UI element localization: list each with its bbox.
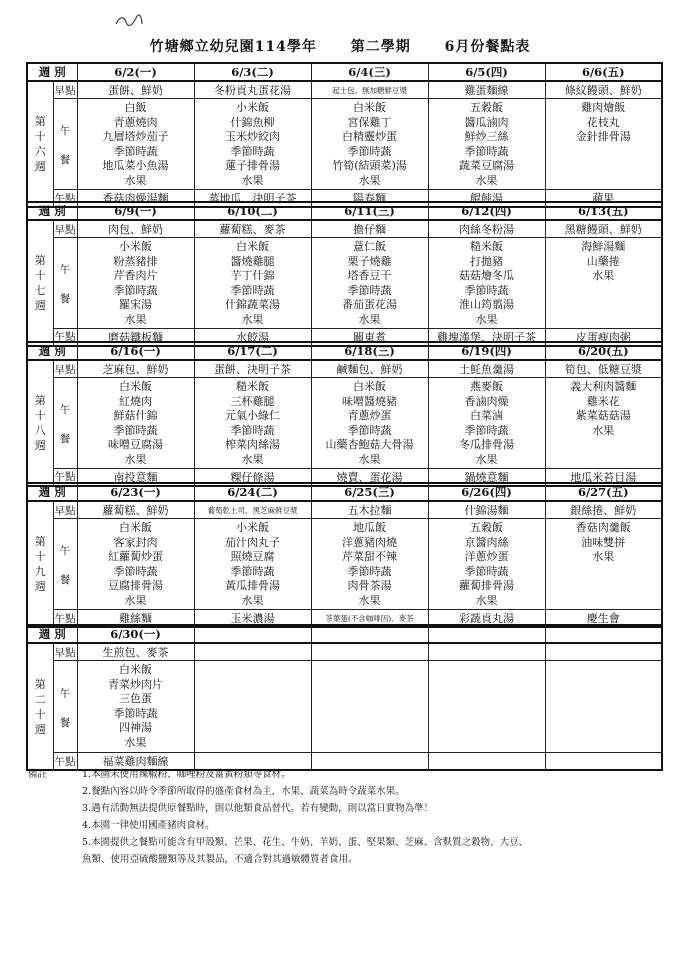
week-name-char: 九 xyxy=(34,565,46,578)
breakfast-label: 早點 xyxy=(53,643,77,661)
week-label: 週 別 xyxy=(27,202,77,220)
lunch-item: 義大利肉醬麵 xyxy=(570,380,637,393)
afternoon-cell: 地瓜米苔目湯 xyxy=(545,468,662,486)
lunch-cell xyxy=(194,99,311,190)
lunch-item: 蔬菜豆腐湯 xyxy=(459,159,515,173)
breakfast-cell: 肉絲冬粉湯 xyxy=(428,220,545,238)
breakfast-cell: 條紋饅頭、鮮奶 xyxy=(545,81,662,99)
lunch-item: 宮保雞丁 xyxy=(347,115,392,129)
lunch-cell xyxy=(311,378,428,469)
lunch-item: 季節時蔬 xyxy=(464,144,509,158)
lunch-item: 地瓜飯 xyxy=(353,521,387,534)
afternoon-cell: 皮蛋瘦肉粥 xyxy=(545,328,662,346)
week-name xyxy=(27,220,53,346)
lunch-item: 豆腐排骨湯 xyxy=(108,579,164,593)
lunch-item: 水果 xyxy=(241,312,264,326)
lunch-item: 季節時蔬 xyxy=(113,706,158,720)
lunch-item: 白菜滷 xyxy=(470,409,504,423)
week-name-char: 二 xyxy=(34,692,46,706)
lunch-cell xyxy=(428,519,545,610)
lunch-cell xyxy=(545,661,662,753)
lunch-label-char: 餐 xyxy=(59,432,71,445)
lunch-label xyxy=(53,378,77,469)
day-date: 6/5(四) xyxy=(428,63,545,81)
lunch-item: 京醬肉絲 xyxy=(464,535,509,549)
day-date: 6/17(二) xyxy=(194,342,311,360)
lunch-item: 糙米飯 xyxy=(470,240,504,253)
lunch-item: 小米飯 xyxy=(236,101,270,114)
breakfast-cell: 鹹麵包、鮮奶 xyxy=(311,360,428,378)
semester-label: 第二學期 xyxy=(350,39,411,55)
day-date: 6/9(一) xyxy=(77,202,194,220)
note-item: 5.本園提供之餐點可能含有甲殼類、芒果、花生、牛奶、羊奶、蛋、堅果類、芝麻、含麩質之穀物、大豆、 xyxy=(82,837,529,848)
lunch-item: 照燒豆腐 xyxy=(230,550,275,564)
lunch-cell xyxy=(428,238,545,329)
lunch-cell xyxy=(545,238,662,329)
afternoon-cell: 磨菇鐵板麵 xyxy=(77,328,194,346)
breakfast-cell: 蘿蔔糕、鮮奶 xyxy=(77,501,194,519)
notes-label: 備註 xyxy=(28,769,48,780)
week-name-char: 八 xyxy=(34,423,46,437)
day-date: 6/26(四) xyxy=(428,483,545,501)
lunch-cell xyxy=(77,99,194,190)
lunch-item: 青蔥燒肉 xyxy=(113,115,158,129)
lunch-cell xyxy=(545,99,662,190)
lunch-item: 水果 xyxy=(592,269,615,283)
lunch-item: 元氣小綠仁 xyxy=(225,409,281,423)
week-name xyxy=(27,643,53,770)
breakfast-cell: 蛋餅、決明子茶 xyxy=(194,360,311,378)
lunch-item: 山藥捲 xyxy=(586,254,620,268)
lunch-item: 季節時蔬 xyxy=(113,423,158,437)
lunch-item: 季節時蔬 xyxy=(230,283,275,297)
lunch-cell xyxy=(77,238,194,329)
lunch-item: 水果 xyxy=(358,593,381,607)
lunch-item: 水果 xyxy=(358,173,381,187)
lunch-cell xyxy=(311,661,428,753)
lunch-item: 季節時蔬 xyxy=(347,564,392,578)
afternoon-label: 午點 xyxy=(53,610,77,628)
breakfast-cell: 黑糖饅頭、鮮奶 xyxy=(545,220,662,238)
lunch-item: 海鮮湯麵 xyxy=(581,240,626,253)
lunch-item: 季節時蔬 xyxy=(464,423,509,437)
lunch-item: 冬瓜排骨湯 xyxy=(459,438,515,452)
lunch-item: 三色蛋 xyxy=(119,692,153,706)
lunch-label-char: 午 xyxy=(59,403,71,416)
day-date: 6/4(三) xyxy=(311,63,428,81)
lunch-cell xyxy=(545,378,662,469)
note-item: 魚類、使用亞硫酸鹽類等及其製品，不適合對其過敏體質者食用。 xyxy=(82,854,358,865)
lunch-item: 鮮炒三絲 xyxy=(464,130,509,144)
lunch-item: 季節時蔬 xyxy=(464,283,509,297)
afternoon-label: 午點 xyxy=(53,190,77,208)
week-name-char: 十 xyxy=(34,408,46,422)
lunch-label-char: 餐 xyxy=(59,292,71,305)
afternoon-cell: 蒸地瓜、決明子茶 xyxy=(194,190,311,208)
lunch-item: 芹菜甜不辣 xyxy=(342,550,398,564)
note-item: 1.本園未使用辣椒粉、咖哩粉及薑黃粉類等食材。 xyxy=(82,769,291,780)
day-date: 6/27(五) xyxy=(545,483,662,501)
lunch-label xyxy=(53,519,77,610)
lunch-item: 菇菇燴冬瓜 xyxy=(459,269,515,283)
lunch-item: 水果 xyxy=(124,312,147,326)
lunch-item: 榨菜肉絲湯 xyxy=(225,438,281,452)
lunch-item: 九層塔炒茄子 xyxy=(102,130,169,144)
breakfast-label: 早點 xyxy=(53,360,77,378)
week-name-char: 十 xyxy=(34,130,46,143)
lunch-item: 青菜炒肉片 xyxy=(108,677,164,691)
lunch-item: 玉米炒絞肉 xyxy=(225,130,281,144)
lunch-item: 白米飯 xyxy=(119,521,153,534)
lunch-item: 鮮菇什錦 xyxy=(113,409,158,423)
week-name-char: 第 xyxy=(34,677,46,691)
lunch-item: 季節時蔬 xyxy=(464,564,509,578)
day-date: 6/12(四) xyxy=(428,202,545,220)
afternoon-cell: 茶葉蛋(不含咖啡因)、麥茶 xyxy=(311,610,428,628)
lunch-cell xyxy=(194,378,311,469)
lunch-item: 雞肉燴飯 xyxy=(581,101,626,114)
lunch-item: 小米飯 xyxy=(236,521,270,534)
notes-list xyxy=(82,766,672,868)
week-name-char: 七 xyxy=(34,283,46,297)
week-name-char: 第 xyxy=(34,115,46,128)
lunch-item: 白米飯 xyxy=(236,240,270,253)
breakfast-cell: 生煎包、麥茶 xyxy=(77,643,194,661)
pen-scribble-mark xyxy=(114,14,144,28)
lunch-item: 水果 xyxy=(241,452,264,466)
afternoon-cell: 玉米濃湯 xyxy=(194,610,311,628)
lunch-item: 白飯 xyxy=(124,101,147,114)
lunch-item: 洋蔥炒蛋 xyxy=(464,550,509,564)
day-date: 6/18(三) xyxy=(311,342,428,360)
week-name xyxy=(27,360,53,486)
week-name-char: 週 xyxy=(34,298,46,312)
lunch-item: 水果 xyxy=(475,173,498,187)
breakfast-cell xyxy=(194,643,311,661)
week-name xyxy=(27,81,53,207)
lunch-item: 肉骨茶湯 xyxy=(347,579,392,593)
lunch-item: 三杯雞腿 xyxy=(230,394,275,408)
day-date: 6/23(一) xyxy=(77,483,194,501)
lunch-item: 燕麥飯 xyxy=(470,380,504,393)
afternoon-cell: 粿仔條湯 xyxy=(194,468,311,486)
breakfast-cell: 五木拉麵 xyxy=(311,501,428,519)
lunch-item: 竹筍(結頭菜)湯 xyxy=(332,159,407,173)
day-date: 6/16(一) xyxy=(77,342,194,360)
lunch-label-char: 餐 xyxy=(59,154,71,166)
breakfast-label: 早點 xyxy=(53,501,77,519)
week-name-char: 第 xyxy=(34,535,46,548)
lunch-cell xyxy=(311,519,428,610)
week-name-char: 週 xyxy=(34,160,46,173)
lunch-item: 五穀飯 xyxy=(470,521,504,534)
lunch-cell xyxy=(545,519,662,610)
lunch-item: 粉蒸豬排 xyxy=(113,254,158,268)
lunch-item: 芹香肉片 xyxy=(113,269,158,283)
day-date: 6/25(三) xyxy=(311,483,428,501)
lunch-item: 水果 xyxy=(124,735,147,749)
lunch-item: 白米飯 xyxy=(119,663,153,676)
lunch-item: 洋蔥豬肉燒 xyxy=(342,535,398,549)
lunch-item: 青蔥炒蛋 xyxy=(347,409,392,423)
lunch-cell xyxy=(311,238,428,329)
lunch-item: 水果 xyxy=(241,593,264,607)
breakfast-cell xyxy=(545,643,662,661)
day-date: 6/2(一) xyxy=(77,63,194,81)
lunch-item: 什錦魚柳 xyxy=(230,115,275,129)
lunch-item: 味噌醬燒豬 xyxy=(342,394,398,408)
week-name-char: 週 xyxy=(34,722,46,736)
day-date: 6/10(二) xyxy=(194,202,311,220)
week-table xyxy=(26,624,663,771)
day-date: 6/24(二) xyxy=(194,483,311,501)
day-date: 6/3(二) xyxy=(194,63,311,81)
lunch-item: 白米飯 xyxy=(353,101,387,114)
lunch-label xyxy=(53,238,77,329)
lunch-item: 味噌豆腐湯 xyxy=(108,438,164,452)
week-table xyxy=(26,482,663,628)
breakfast-cell: 芝麻包、鮮奶 xyxy=(77,360,194,378)
lunch-item: 季節時蔬 xyxy=(347,144,392,158)
lunch-item: 白精靈炒蛋 xyxy=(342,130,398,144)
lunch-item: 金針排骨湯 xyxy=(575,130,631,144)
breakfast-cell: 什錦湯麵 xyxy=(428,501,545,519)
lunch-item: 水果 xyxy=(475,452,498,466)
lunch-cell xyxy=(194,238,311,329)
lunch-label-char: 午 xyxy=(59,687,71,700)
afternoon-cell: 雞塊漢堡、決明子茶 xyxy=(428,328,545,346)
lunch-item: 栗子燒雞 xyxy=(347,254,392,268)
menu-title: 6月份餐點表 xyxy=(444,39,531,55)
lunch-cell xyxy=(428,99,545,190)
afternoon-cell: 餛飩湯 xyxy=(428,190,545,208)
lunch-item: 紫菜菇菇湯 xyxy=(575,409,631,423)
lunch-label-char: 午 xyxy=(59,545,71,557)
lunch-item: 水果 xyxy=(358,452,381,466)
breakfast-cell: 冬粉貢丸蛋花湯 xyxy=(194,81,311,99)
afternoon-label: 午點 xyxy=(53,328,77,346)
breakfast-cell: 雞蛋麵線 xyxy=(428,81,545,99)
lunch-item: 糙米飯 xyxy=(236,380,270,393)
afternoon-cell: 鍋燒意麵 xyxy=(428,468,545,486)
lunch-cell xyxy=(194,661,311,753)
lunch-cell xyxy=(311,99,428,190)
lunch-item: 水果 xyxy=(124,452,147,466)
breakfast-cell: 擔仔麵 xyxy=(311,220,428,238)
afternoon-cell: 彩蔬貢丸湯 xyxy=(428,610,545,628)
lunch-item: 白米飯 xyxy=(119,380,153,393)
lunch-item: 水果 xyxy=(124,173,147,187)
day-date xyxy=(428,625,545,643)
lunch-item: 醬瓜滷肉 xyxy=(464,115,509,129)
lunch-item: 水果 xyxy=(358,312,381,326)
lunch-item: 季節時蔬 xyxy=(230,144,275,158)
week-label: 週 別 xyxy=(27,625,77,643)
breakfast-cell: 起士包、無加糖鮮豆漿 xyxy=(311,81,428,99)
lunch-cell xyxy=(428,378,545,469)
day-date: 6/30(一) xyxy=(77,625,194,643)
afternoon-cell: 雞絲麵 xyxy=(77,610,194,628)
breakfast-cell xyxy=(311,643,428,661)
week-name-char: 十 xyxy=(34,268,46,282)
day-date: 6/19(四) xyxy=(428,342,545,360)
lunch-item: 季節時蔬 xyxy=(113,144,158,158)
week-table xyxy=(26,341,663,487)
lunch-item: 水果 xyxy=(475,593,498,607)
page-title xyxy=(0,36,680,56)
note-item: 3.遇有活動無法提供原餐點時，則以他類食品替代。若有變動，則以當日實物為準！ xyxy=(82,803,434,814)
day-date: 6/6(五) xyxy=(545,63,662,81)
breakfast-label: 早點 xyxy=(53,81,77,99)
lunch-item: 蓮子排骨湯 xyxy=(225,159,281,173)
lunch-cell xyxy=(194,519,311,610)
breakfast-cell: 蛋餅、鮮奶 xyxy=(77,81,194,99)
lunch-item: 什錦蔬菜湯 xyxy=(225,298,281,312)
lunch-label-char: 餐 xyxy=(59,574,71,586)
afternoon-cell: 福菜雞肉麵線 xyxy=(77,753,194,771)
afternoon-cell: 水餃湯 xyxy=(194,328,311,346)
afternoon-cell: 關東煮 xyxy=(311,328,428,346)
lunch-cell xyxy=(77,378,194,469)
lunch-item: 四神湯 xyxy=(119,721,153,735)
note-item: 2.餐點內容以時令季節所取得的盛產食材為主，水果、蔬菜為時令蔬菜水果。 xyxy=(82,786,405,797)
lunch-item: 雞米花 xyxy=(586,394,620,408)
day-date xyxy=(194,625,311,643)
lunch-cell xyxy=(77,661,194,753)
day-date: 6/11(三) xyxy=(311,202,428,220)
lunch-item: 紅燒肉 xyxy=(119,394,153,408)
afternoon-cell: 陽春麵 xyxy=(311,190,428,208)
week-name xyxy=(27,501,53,627)
breakfast-cell xyxy=(428,643,545,661)
week-name-char: 第 xyxy=(34,393,46,407)
breakfast-cell: 蘿蔔糕、麥茶 xyxy=(194,220,311,238)
lunch-item: 山藥杏鮑菇大骨湯 xyxy=(325,438,414,452)
lunch-label xyxy=(53,661,77,753)
lunch-item: 油味雙拼 xyxy=(581,535,626,549)
afternoon-label: 午點 xyxy=(53,753,77,771)
lunch-item: 白米飯 xyxy=(353,380,387,393)
day-date: 6/20(五) xyxy=(545,342,662,360)
lunch-item: 季節時蔬 xyxy=(230,423,275,437)
lunch-item: 季節時蔬 xyxy=(113,283,158,297)
day-date: 6/13(五) xyxy=(545,202,662,220)
week-name-char: 六 xyxy=(34,145,46,158)
lunch-item: 蘿蔔排骨湯 xyxy=(459,579,515,593)
lunch-item: 紅蘿蔔炒蛋 xyxy=(108,550,164,564)
afternoon-cell: 燒賣、蛋花湯 xyxy=(311,468,428,486)
week-name-char: 週 xyxy=(34,438,46,452)
lunch-item: 茄汁肉丸子 xyxy=(225,535,281,549)
afternoon-label: 午點 xyxy=(53,468,77,486)
breakfast-cell: 肉包、鮮奶 xyxy=(77,220,194,238)
lunch-label-char: 午 xyxy=(59,125,71,137)
week-label: 週 別 xyxy=(27,483,77,501)
week-name-char: 第 xyxy=(34,253,46,267)
lunch-item: 季節時蔬 xyxy=(347,423,392,437)
lunch-item: 水果 xyxy=(592,550,615,564)
breakfast-cell: 葡萄乾土司、黑芝麻鮮豆漿 xyxy=(194,501,311,519)
lunch-item: 黃瓜排骨湯 xyxy=(225,579,281,593)
lunch-item: 客家封肉 xyxy=(113,535,158,549)
afternoon-cell: 慶生會 xyxy=(545,610,662,628)
afternoon-cell: 香菇肉燥湯麵 xyxy=(77,190,194,208)
lunch-item: 香菇肉羹飯 xyxy=(575,521,631,534)
week-label: 週 別 xyxy=(27,63,77,81)
afternoon-cell: 蘋果 xyxy=(545,190,662,208)
week-label: 週 別 xyxy=(27,342,77,360)
lunch-item: 水果 xyxy=(592,423,615,437)
lunch-item: 番茄蛋花湯 xyxy=(342,298,398,312)
breakfast-cell: 土魠魚羹湯 xyxy=(428,360,545,378)
note-item: 4.本園一律使用國產豬肉食材。 xyxy=(82,820,215,831)
lunch-cell xyxy=(428,661,545,753)
week-table xyxy=(26,201,663,347)
week-name-char: 十 xyxy=(34,707,46,721)
afternoon-cell: 南投意麵 xyxy=(77,468,194,486)
school-name: 竹塘鄉立幼兒園114學年 xyxy=(149,39,317,55)
lunch-item: 芋丁什錦 xyxy=(230,269,275,283)
lunch-label xyxy=(53,99,77,190)
lunch-item: 香滷肉燥 xyxy=(464,394,509,408)
lunch-item: 小米飯 xyxy=(119,240,153,253)
lunch-cell xyxy=(77,519,194,610)
lunch-item: 季節時蔬 xyxy=(230,564,275,578)
week-name-char: 十 xyxy=(34,550,46,563)
lunch-item: 羅宋湯 xyxy=(119,298,153,312)
week-name-char: 週 xyxy=(34,580,46,593)
lunch-item: 打拋豬 xyxy=(470,254,504,268)
lunch-item: 薏仁飯 xyxy=(353,240,387,253)
lunch-label-char: 午 xyxy=(59,263,71,276)
lunch-item: 季節時蔬 xyxy=(347,283,392,297)
lunch-item: 季節時蔬 xyxy=(113,564,158,578)
lunch-item: 花枝丸 xyxy=(586,115,620,129)
lunch-item: 淮山筠翦湯 xyxy=(459,298,515,312)
week-table xyxy=(26,62,663,208)
lunch-item: 水果 xyxy=(475,312,498,326)
breakfast-cell: 銀絲捲、鮮奶 xyxy=(545,501,662,519)
lunch-item: 五穀飯 xyxy=(470,101,504,114)
lunch-item: 水果 xyxy=(241,173,264,187)
lunch-label-char: 餐 xyxy=(59,716,71,729)
lunch-item: 塔香豆干 xyxy=(347,269,392,283)
day-date xyxy=(311,625,428,643)
breakfast-label: 早點 xyxy=(53,220,77,238)
lunch-item: 地瓜菜小魚湯 xyxy=(102,159,169,173)
lunch-item: 醬燒雞腿 xyxy=(230,254,275,268)
day-date xyxy=(545,625,662,643)
breakfast-cell: 筍包、低糖豆漿 xyxy=(545,360,662,378)
lunch-item: 水果 xyxy=(124,593,147,607)
